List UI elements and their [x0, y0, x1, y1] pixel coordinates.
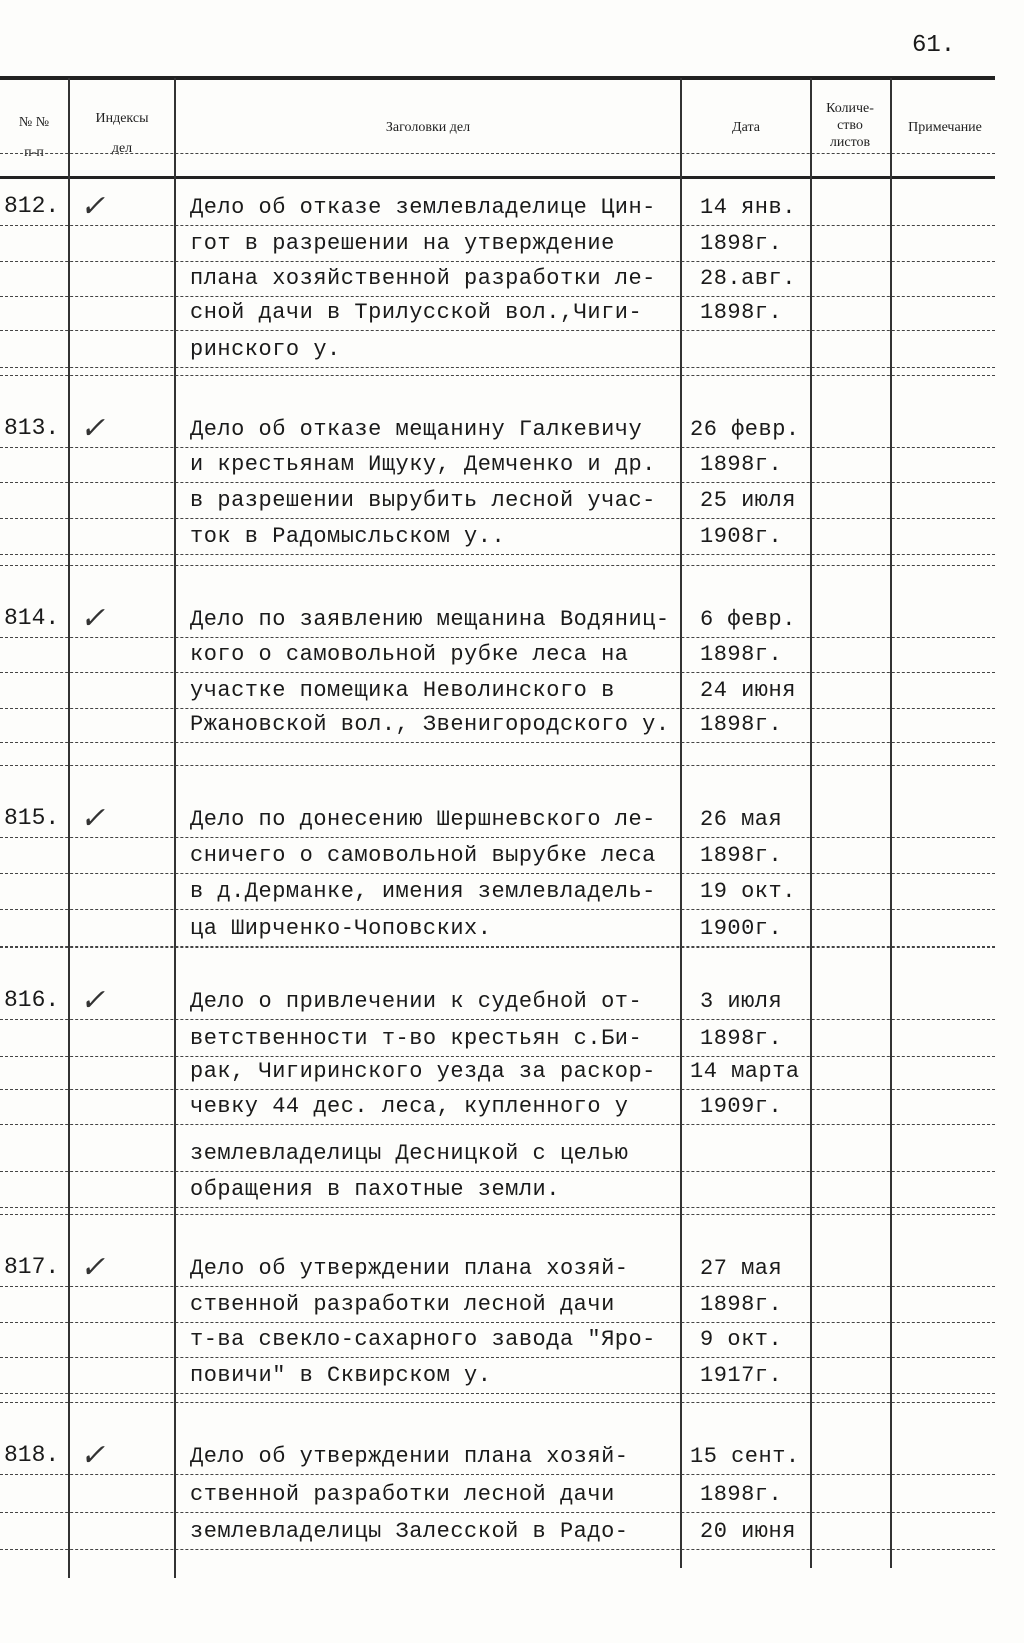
- entry-date: 1898г.: [700, 843, 783, 868]
- ruled-line: [0, 1549, 995, 1550]
- entry-date: 1900г.: [700, 916, 783, 941]
- column-divider: [68, 78, 70, 1578]
- entry-title-line: гот в разрешении на утверждение: [190, 231, 615, 256]
- entry-title-line: т-ва свекло-сахарного завода "Яро-: [190, 1327, 656, 1352]
- ruled-line: [0, 873, 995, 874]
- entry-date: 26 мая: [700, 807, 783, 832]
- ruled-line: [0, 1089, 995, 1090]
- entry-title-line: Дело о привлечении к судебной от-: [190, 989, 643, 1014]
- entry-number: 812.: [4, 193, 60, 219]
- column-divider: [890, 78, 892, 1568]
- ruled-line: [0, 1357, 995, 1358]
- entry-date: 1898г.: [700, 642, 783, 667]
- ruled-line: [0, 1056, 995, 1057]
- entry-number: 813.: [4, 415, 60, 441]
- entry-title-line: Дело об утверждении плана хозяй-: [190, 1444, 629, 1469]
- ruled-line: [0, 742, 995, 743]
- ruled-line: [0, 672, 995, 673]
- header-title: Заголовки дел: [385, 120, 471, 135]
- entry-title-line: ственной разработки лесной дачи: [190, 1482, 615, 1507]
- entry-title-line: участке помещика Неволинского в: [190, 678, 615, 703]
- entry-title-line: кого о самовольной рубке леса на: [190, 642, 629, 667]
- ruled-line: [0, 565, 995, 566]
- ruled-line: [0, 765, 995, 766]
- ruled-line: [0, 1286, 995, 1287]
- entry-title-line: рак, Чигиринского уезда за раскор-: [190, 1059, 656, 1084]
- ruled-line: [0, 225, 995, 226]
- entry-date: 19 окт.: [700, 879, 796, 904]
- entry-number: 818.: [4, 1442, 60, 1468]
- ruled-line: [0, 153, 995, 154]
- entry-title-line: плана хозяйственной разработки ле-: [190, 266, 656, 291]
- entry-date: 28.авг.: [700, 266, 796, 291]
- entry-title-line: чевку 44 дес. леса, купленного у: [190, 1094, 629, 1119]
- ruled-line: [0, 837, 995, 838]
- ruled-line: [0, 447, 995, 448]
- page-number: 61.: [912, 32, 956, 59]
- ruled-line: [0, 1322, 995, 1323]
- entry-title-line: землевладелицы Десницкой с целью: [190, 1141, 629, 1166]
- entry-title-line: обращения в пахотные земли.: [190, 1177, 560, 1202]
- header-note: Примечание: [908, 120, 982, 135]
- entry-title-line: Ржановской вол., Звенигородского у.: [190, 712, 670, 737]
- entry-date: 26 февр.: [690, 417, 800, 442]
- entry-title-line: и крестьянам Ищуку, Демченко и др.: [190, 452, 656, 477]
- check-mark-icon: ✓: [80, 189, 106, 224]
- entry-title-line: повичи" в Сквирском у.: [190, 1363, 492, 1388]
- ruled-line: [0, 637, 995, 638]
- entry-date: 6 февр.: [700, 607, 796, 632]
- entry-title-line: в д.Дерманке, имения землевладель-: [190, 879, 656, 904]
- ruled-line: [0, 482, 995, 483]
- column-divider: [680, 78, 682, 1568]
- ruled-line: [0, 1214, 995, 1215]
- header-top-rule: [0, 76, 995, 80]
- entry-title-line: сной дачи в Трилусской вол.,Чиги-: [190, 300, 643, 325]
- entry-title-line: ринского у.: [190, 337, 341, 362]
- ruled-line: [0, 909, 995, 910]
- entry-date: 20 июня: [700, 1519, 796, 1544]
- entry-date: 1898г.: [700, 1292, 783, 1317]
- entry-number: 816.: [4, 987, 60, 1013]
- check-mark-icon: ✓: [80, 983, 106, 1018]
- entry-title-line: Дело об отказе мещанину Галкевичу: [190, 417, 643, 442]
- ruled-line: [0, 1124, 995, 1125]
- entry-date: 15 сент.: [690, 1444, 800, 1469]
- entry-date: 1898г.: [700, 712, 783, 737]
- header-bottom-rule: [0, 176, 995, 179]
- entry-date: 24 июня: [700, 678, 796, 703]
- entry-title-line: землевладелицы Залесской в Радо-: [190, 1519, 629, 1544]
- entry-date: 1898г.: [700, 300, 783, 325]
- entry-date: 1898г.: [700, 1482, 783, 1507]
- entry-date: 14 марта: [690, 1059, 800, 1084]
- ruled-line: [0, 1512, 995, 1513]
- check-mark-icon: ✓: [80, 1438, 106, 1473]
- check-mark-icon: ✓: [80, 1250, 106, 1285]
- ruled-line: [0, 554, 995, 555]
- ruled-line: [0, 330, 995, 331]
- entry-title-line: сничего о самовольной вырубке леса: [190, 843, 656, 868]
- entry-date: 27 мая: [700, 1256, 783, 1281]
- entry-title-line: ветственности т-во крестьян с.Би-: [190, 1026, 643, 1051]
- column-divider: [810, 78, 812, 1568]
- entry-title-line: ственной разработки лесной дачи: [190, 1292, 615, 1317]
- ruled-line: [0, 1402, 995, 1403]
- header-date: Дата: [732, 120, 760, 135]
- check-mark-icon: ✓: [80, 601, 106, 636]
- entry-date: 1909г.: [700, 1094, 783, 1119]
- entry-date: 1908г.: [700, 524, 783, 549]
- ruled-line: [0, 375, 995, 376]
- header-sheets: Количе- ство листов: [826, 101, 874, 150]
- entry-date: 25 июля: [700, 488, 796, 513]
- entry-title-line: в разрешении вырубить лесной учас-: [190, 488, 656, 513]
- check-mark-icon: ✓: [80, 411, 106, 446]
- header-index: Индексы дел: [95, 111, 149, 156]
- entry-date: 1898г.: [700, 1026, 783, 1051]
- ruled-line: [0, 708, 995, 709]
- entry-number: 814.: [4, 605, 60, 631]
- ruled-line: [0, 518, 995, 519]
- entry-number: 817.: [4, 1254, 60, 1280]
- entry-number: 815.: [4, 805, 60, 831]
- entry-date: 14 янв.: [700, 195, 796, 220]
- entry-title-line: Дело по донесению Шершневского ле-: [190, 807, 656, 832]
- entry-title-line: ток в Радомысльском у..: [190, 524, 506, 549]
- ruled-line: [0, 947, 995, 948]
- entry-date: 1898г.: [700, 231, 783, 256]
- ruled-line: [0, 1474, 995, 1475]
- entry-date: 3 июля: [700, 989, 783, 1014]
- ruled-line: [0, 261, 995, 262]
- entry-title-line: Дело об утверждении плана хозяй-: [190, 1256, 629, 1281]
- entry-title-line: Дело по заявлению мещанина Водяниц-: [190, 607, 670, 632]
- entry-date: 1917г.: [700, 1363, 783, 1388]
- entry-title-line: Дело об отказе землевладелице Цин-: [190, 195, 656, 220]
- ruled-line: [0, 1171, 995, 1172]
- ruled-line: [0, 367, 995, 368]
- ruled-line: [0, 1207, 995, 1208]
- entry-date: 1898г.: [700, 452, 783, 477]
- ruled-line: [0, 296, 995, 297]
- ruled-line: [0, 1019, 995, 1020]
- ruled-line: [0, 1393, 995, 1394]
- header-num: № № п-п: [18, 115, 50, 160]
- entry-title-line: ца Ширченко-Чоповских.: [190, 916, 492, 941]
- check-mark-icon: ✓: [80, 801, 106, 836]
- entry-date: 9 окт.: [700, 1327, 783, 1352]
- column-divider: [174, 78, 176, 1578]
